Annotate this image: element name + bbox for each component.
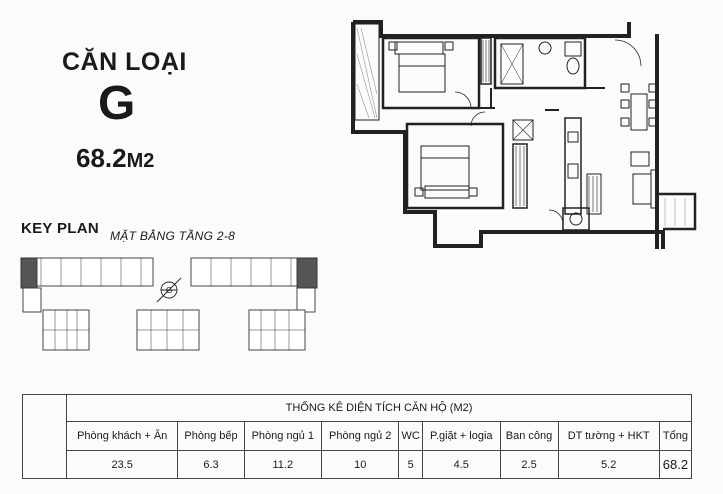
area-table-title: THỐNG KÊ DIỆN TÍCH CĂN HỘ (M2) [67, 395, 692, 422]
column-header: Tổng [659, 422, 691, 451]
area-value: 11.2 [244, 451, 321, 479]
column-header: WC [399, 422, 423, 451]
area-table [22, 394, 692, 479]
unit-locator-letter: G [166, 286, 173, 295]
key-plan-drawing [17, 248, 327, 358]
floor-label: MẶT BẰNG TẦNG 2-8 [110, 229, 236, 243]
area-value: 5 [399, 451, 423, 479]
area-value: 10 [322, 451, 399, 479]
unit-type-letter: G [98, 77, 136, 130]
column-header: Phòng bếp [178, 422, 244, 451]
area-value: 5.2 [558, 451, 659, 479]
area-value: 4.5 [423, 451, 501, 479]
area-value: 2.5 [500, 451, 558, 479]
column-header: P.giặt + logia [423, 422, 501, 451]
unit-area-unit: M2 [126, 150, 155, 172]
area-value: 6.3 [178, 451, 244, 479]
table-blank-cell [23, 395, 67, 479]
key-plan-label: KEY PLAN [21, 220, 99, 237]
column-header: Ban công [500, 422, 558, 451]
unit-area-value: 68.2 [76, 143, 127, 173]
unit-type-heading: CĂN LOẠI [62, 48, 187, 76]
column-header: Phòng ngủ 2 [322, 422, 399, 451]
floor-plan-drawing [345, 14, 705, 254]
area-value: 23.5 [67, 451, 178, 479]
column-header: Phòng ngủ 1 [244, 422, 321, 451]
column-header: DT tường + HKT [558, 422, 659, 451]
unit-area [76, 143, 154, 174]
column-header: Phòng khách + Ăn [67, 422, 178, 451]
area-total-value: 68.2 [659, 451, 691, 479]
